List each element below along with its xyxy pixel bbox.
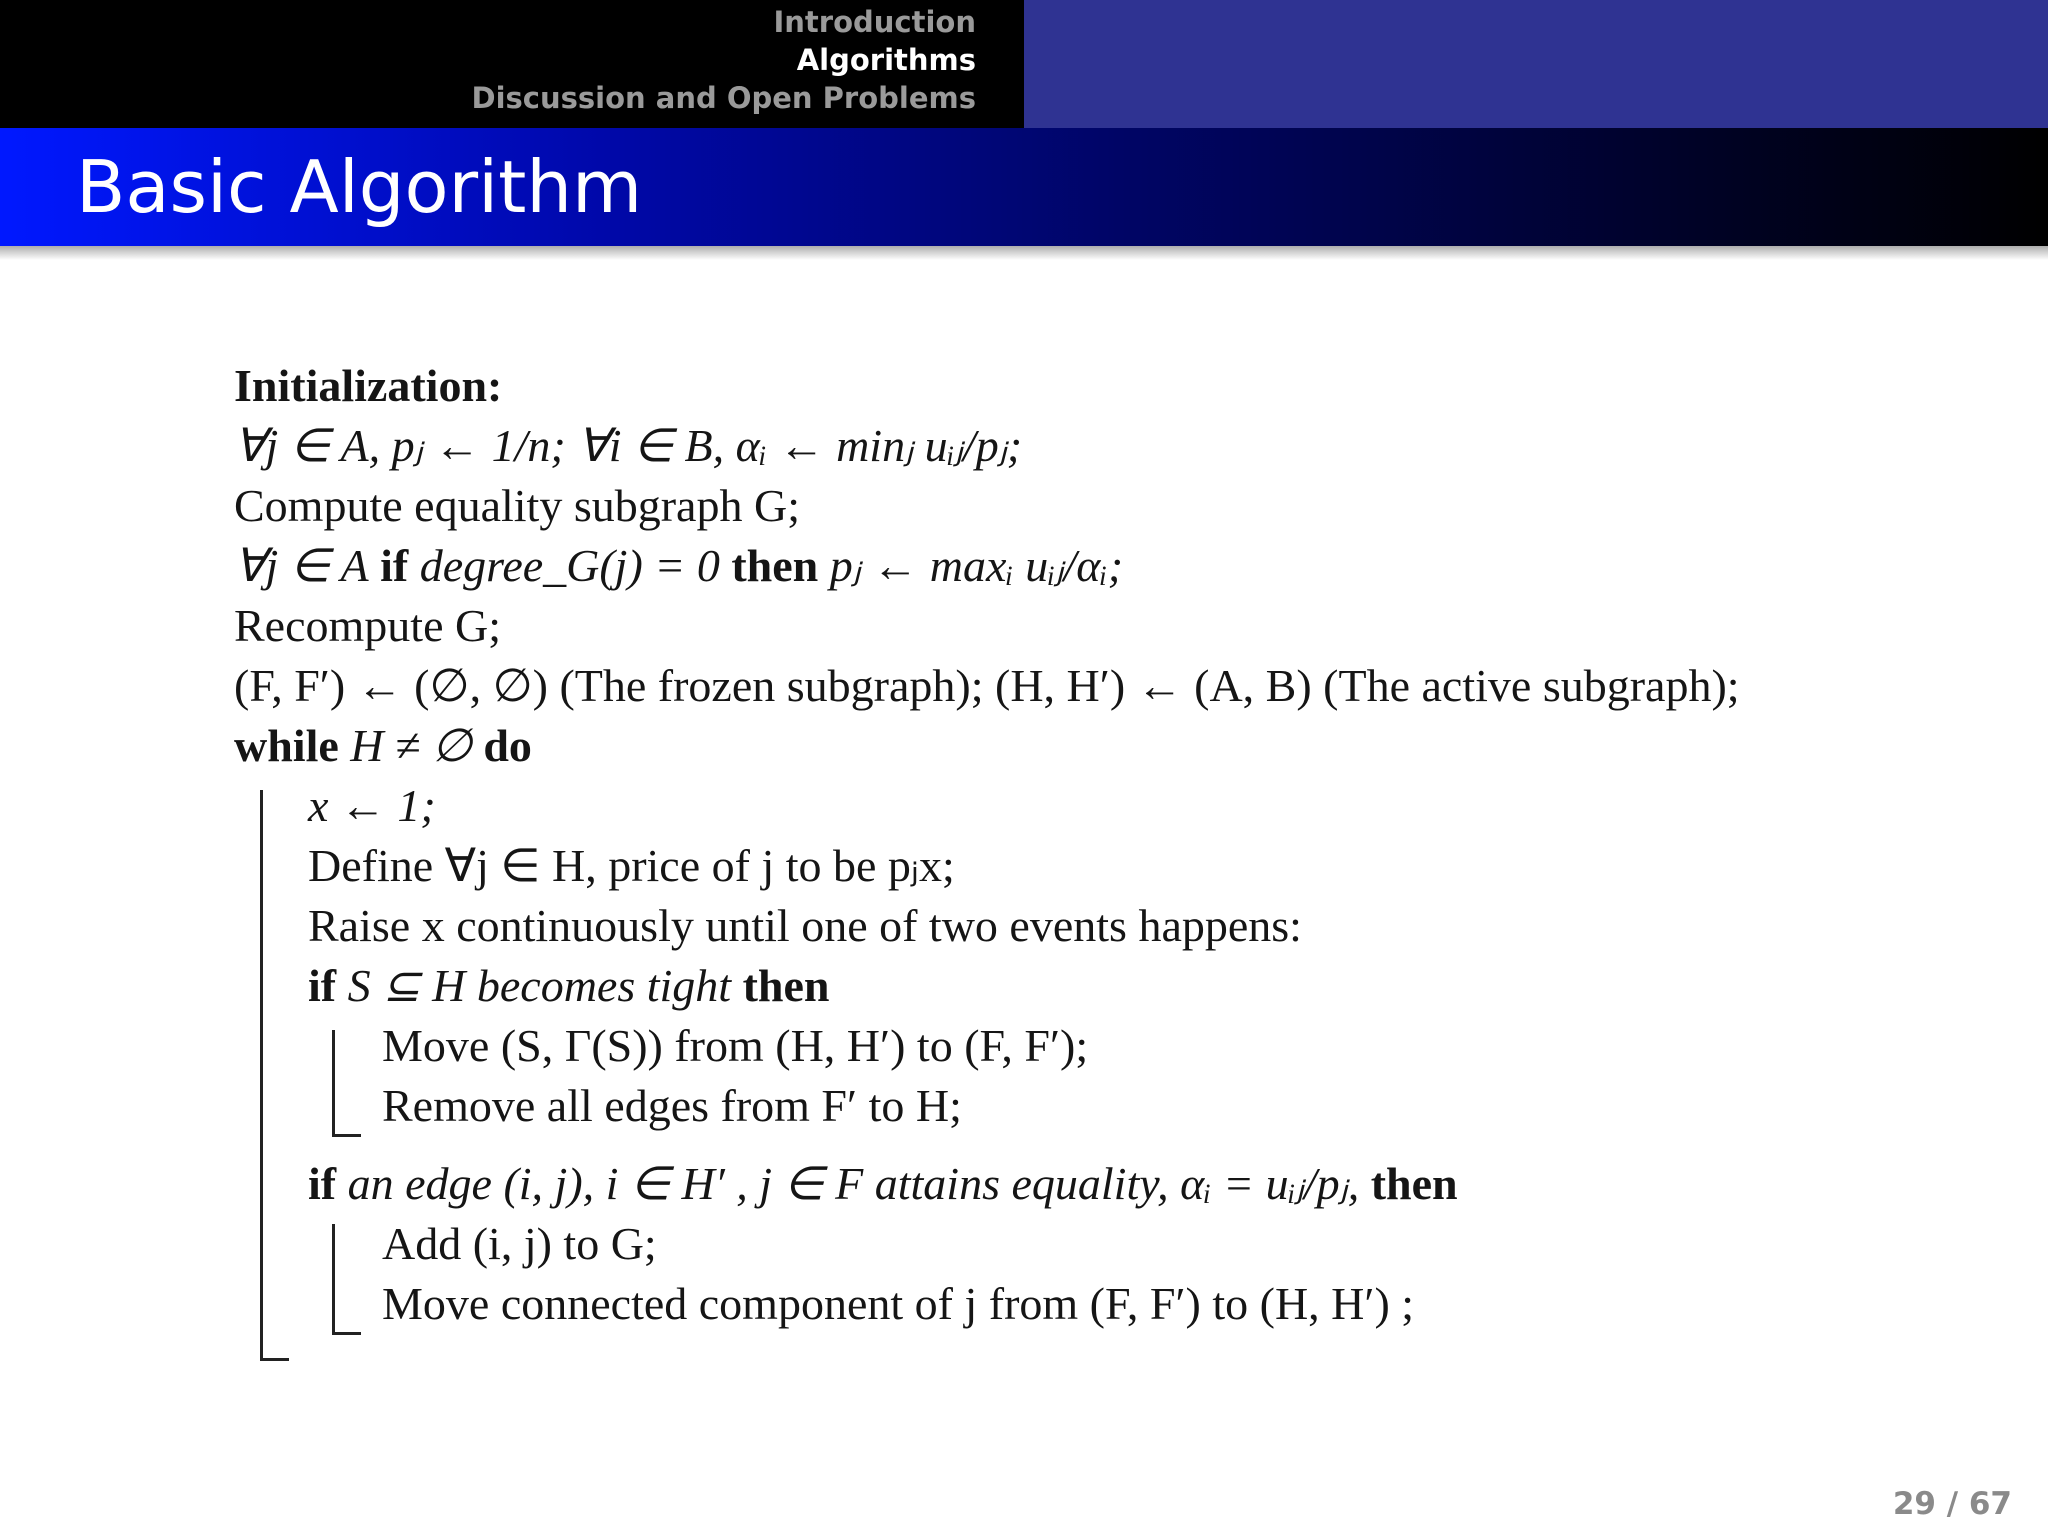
algo-line-set-x: x ← 1; xyxy=(308,780,436,831)
algo-line-remove-edges: Remove all edges from F′ to H; xyxy=(382,1080,962,1131)
algo-line-raise-x: Raise x continuously until one of two events happens: xyxy=(308,900,1302,951)
nav-section-discussion[interactable]: Discussion and Open Problems xyxy=(471,81,976,115)
title-shadow xyxy=(0,246,2048,260)
nav-section-algorithms[interactable]: Algorithms xyxy=(796,43,976,77)
algo-while-header: while H ≠ ∅ do xyxy=(234,720,532,771)
if-tight-bracket xyxy=(332,1030,361,1137)
algo-line-init-prices: ∀j ∈ A, pⱼ ← 1/n; ∀i ∈ B, αᵢ ← minⱼ uᵢⱼ/pⱼ; xyxy=(234,420,1023,471)
algo-line-compute-subgraph: Compute equality subgraph G; xyxy=(234,480,800,531)
frame-title-bar xyxy=(0,128,2048,246)
algo-line-add-edge: Add (i, j) to G; xyxy=(382,1218,657,1269)
algo-line-move-frozen: Move (S, Γ(S)) from (H, H′) to (F, F′); xyxy=(382,1020,1089,1071)
page-number: 29 / 67 xyxy=(1892,1486,2012,1522)
frame-title: Basic Algorithm xyxy=(76,145,643,229)
algo-init-label: Initialization: xyxy=(234,360,503,411)
algo-if-tight-header: if S ⊆ H becomes tight then xyxy=(308,960,830,1011)
nav-section-introduction[interactable]: Introduction xyxy=(773,5,976,39)
if-edge-bracket xyxy=(332,1224,361,1335)
algo-if-edge-header: if an edge (i, j), i ∈ H′ , j ∈ F attains equality, αᵢ = uᵢⱼ/pⱼ, then xyxy=(308,1158,1458,1209)
algo-line-recompute: Recompute G; xyxy=(234,600,501,651)
algo-line-define-price: Define ∀j ∈ H, price of j to be pⱼx; xyxy=(308,840,955,891)
algo-line-move-component: Move connected component of j from (F, F′) to (H, H′) ; xyxy=(382,1278,1415,1329)
while-block-bracket xyxy=(260,790,289,1361)
section-navigation xyxy=(0,0,1024,128)
algo-line-subgraph-init: (F, F′) ← (∅, ∅) (The frozen subgraph); (H, H′) ← (A, B) (The active subgraph); xyxy=(234,660,1740,711)
algo-line-degree-check: ∀j ∈ A if degree_G(j) = 0 then pⱼ ← maxᵢ uᵢⱼ/αᵢ; xyxy=(234,540,1124,591)
subsection-navigation xyxy=(1024,0,2048,128)
